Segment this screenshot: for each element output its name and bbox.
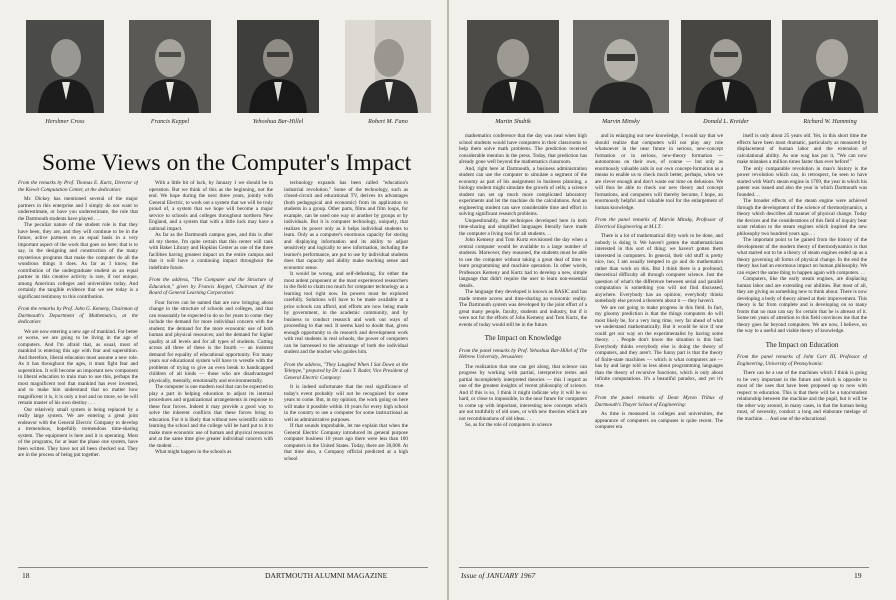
text-column-4 xyxy=(459,133,587,566)
issue-date: Issue of JANUARY 1967 xyxy=(461,571,536,580)
text-column-3 xyxy=(284,180,408,566)
portrait-image xyxy=(573,20,669,113)
paragraph: The realization that one can get along, that science can progress by working with partial, interpretive terms and partial incompletely interpreted theories — this I regard as one of the greatest insights of recent philosophy of science. And if this is so, I think it might indicate why it will be so hard, or close to impossible, in the near future for computers to come up with important, interesting new concepts which are not truthfully of old ones, or with new theories which are not recombinations of old ideas. . . xyxy=(459,363,587,422)
portrait-photo xyxy=(345,20,431,113)
portrait-image xyxy=(681,20,771,113)
portrait-image xyxy=(26,20,104,113)
paragraph: Computers, like the early steam engines, are displacing human labor and are extending our abilities. But most of all, they are giving us something new to think about. There is now developing a body of theory aimed at their improvement. This theory is far from complete and is developing on so many fronts that no man can say for certain that he is abreast of it. Some ten years of attention to this field convinces me that the theory goes far beyond computers. We are now, I believe, on the way to a useful and viable theory of knowledge. xyxy=(737,276,867,334)
speaker-attribution: From the panel remarks by Prof. Yehoshua Bar-Hillel of The Hebrew University, Jerusalem: xyxy=(459,347,587,360)
speaker-attribution: From the panel remarks of Marvin Minsky, Professor of Electrical Engineering at M.I.T.: xyxy=(595,217,723,230)
portrait-image xyxy=(129,20,211,113)
paragraph: As far as the Dartmouth campus goes, and this is after all my theme, I'm quite certain that this center will rank with Baker Library and Hopkins Center as one of the three facilities having greatest impact on the entire campus and that it will have a continuing impact throughout the indefinite future. xyxy=(149,232,273,271)
paragraph: The broader effects of the steam engine were achieved through the development of the science of thermodynamics, a theory which describes all manner of physical change. Today the devices and the considerations of this field of inquiry bear scant relation to the steam engines which inspired the new philosophy two hundred years ago. . . xyxy=(737,198,867,237)
magazine-name: DARTMOUTH ALUMNI MAGAZINE xyxy=(265,571,388,580)
portrait-image xyxy=(782,20,878,113)
portrait-image xyxy=(237,20,319,113)
paragraph: Our relatively small system is being replaced by a really large system. We are entering a great joint endeavor with the General Electric Company to develop a tremendous, hopefully tremendous time-sharing system. The equipment is here and it is operating. Most of the programs, for at least the phase one system, have been written. They have not all been checked out. They are in the process of being put together. xyxy=(18,406,138,458)
paragraph: John Kemeny and Tom Kurtz envisioned the day when a central computer would be available to a large number of students. Moreover, they reasoned, the students must be able to use the computer without taking a great deal of time to learn programming and machine operation. In other words, Professors Kemeny and Kurtz had to develop a new, simple language that didn't require the user to learn non-essential details. xyxy=(459,237,587,289)
portrait-photo xyxy=(129,20,211,113)
paragraph: mathematics conference that the day was near when high school students would have computers in their classrooms to help them solve math problems. The prediction received considerable mention in the press. Today, that prediction has already gone well beyond the mathematics classroom. xyxy=(459,133,587,165)
paragraph: There can be a use of the machines which I think is going to be very important in the future and which is opposite to most of the uses that have been proposed up to now with respect to education. This is that there will be a tutor/student relationship between the machine and the pupil, but it will be the other way around, in many cases, in that the human being must, of necessity, conduct a long and elaborate tutelage of the machine. . . And one of the educational xyxy=(737,370,867,422)
paragraph: The computer is one modern tool that can be expected to play a part in helping education to adjust its internal procedures and organizational arrangements in response to these four forces. Indeed it may provide a good way to solve the inherent conflicts that these forces bring to education. For it is likely that without new scientific aids to learning the school and the college will be hard put to it to make more economic use of human and physical resources and at the same time give greater individual concern with the student . . . xyxy=(149,384,273,449)
page-number-right: 19 xyxy=(854,571,862,580)
photo-caption: Yehoshua Bar-Hillel xyxy=(252,118,304,125)
portrait-photo xyxy=(467,20,559,113)
paragraph: technology expands has been called "education's industrial revolution." Some of the technology, such as closed-circuit and educational TV, derives its advantages (both pedagogical and economic) from its application to students in a group. Other parts, films and film loops, for example, can be used one way or another by groups or by individuals. But it is computer technology, uniquely, that realizes its power only as it helps individual students to learn. Only as a computer's enormous capacity for storing and displaying information and its ability to adjust sensitively and logically to new information, including the learner's performance, are put to use by individual students does that capacity and ability make teaching sense and economic sense. xyxy=(284,180,408,271)
footer-rule xyxy=(459,567,869,568)
photo-caption: Marvin Minsky xyxy=(602,118,640,125)
portrait-photo xyxy=(782,20,878,113)
paragraph: It is indeed unfortunate that the real significance of today's event probably will not be recognized for some years to come. But, in my opinion, the work going on here will make it possible within 10 years for every high school in the country to use a computer for some instructional as well as administrative purposes. xyxy=(284,384,408,423)
portrait-photo xyxy=(681,20,771,113)
paragraph: itself is only about 25 years old. Yet, in this short time the effects have been most dramatic, particularly as measured by displacement of human labor and the extension of calculational ability. As one wag has put it, "We can now make mistakes a million times faster than ever before!" xyxy=(737,133,867,165)
speaker-attribution: From the panel remarks of Dean Myron Tribus of Dartmouth's Thayer School of Engineering: xyxy=(595,395,723,408)
portrait-photo xyxy=(237,20,319,113)
paragraph: Unquestionably, the techniques developed here in both time-sharing and simplified languages literally have made the computer a living tool for all students. . . xyxy=(459,217,587,237)
photo-caption: Martin Shubik xyxy=(495,118,531,125)
text-column-5 xyxy=(595,133,723,566)
paragraph: We are not going to make progress in this field. In fact, my gloomy prediction is that the things computers do will most likely be, for a very long time, very far ahead of what we understand mathematically. But it would be nice if one could get our way on the experimentalist by having some theory. . . People don't know the situation is this bad. Everybody thinks everybody else is doing the theory of computers, and they aren't. The funny part is that the theory of finite-state machines — which is what computers are — has by and large told us less about programming languages than the theory of recursive functions, which is only about infinite computations. It's a beautiful paradox, and yet it's true. xyxy=(595,304,723,389)
photo-caption: Francis Keppel xyxy=(150,118,190,125)
page-number-left: 18 xyxy=(22,571,30,580)
paragraph: If that sounds improbable, let me explain that when the General Electric Company introduced its general purpose computer business 10 years ago there were less than 100 computers in the United States. Today, there are 30,000. At that time also, a Company official predicted at a high school xyxy=(284,423,408,462)
portrait-image xyxy=(467,20,559,113)
speaker-attribution: From the address, "They Laughed When I Sat Down at the Teletype," prepared by Dr. Louis T. Rader, Vice President of General Electric Company: xyxy=(284,361,408,381)
photo-caption: Richard W. Hamming xyxy=(803,118,857,125)
paragraph: The only comparable revolution in man's history is the power revolution which can, in retrospect, be seen to have started with Watt's steam engine in 1769, the year in which his patent was issued and also the year in which Dartmouth was founded. . . xyxy=(737,165,867,198)
text-column-1 xyxy=(18,180,138,566)
right-page xyxy=(449,0,896,600)
text-column-6 xyxy=(737,133,867,566)
paragraph: With a little bit of luck, by January 1 we should be in operation. But we think of this as the beginning, not the end. We hope during the next three years, jointly with General Electric, to work out a system that we will be truly proud of, a system that we hope will become a major service to schools and colleges throughout northern New England, and a system that with a little luck may have a national impact. xyxy=(149,180,273,232)
portrait-image xyxy=(345,20,431,113)
paragraph: So, as for the role of computers in science xyxy=(465,422,553,428)
paragraph: There is a lot of mathematical dirty work to be done, and nobody is doing it. We haven't gotten the mathematicians interested in this sort of thing; we haven't gotten them interested in computers. In general, their old stuff is pretty nice, too; I am usually tempted to go and do mathematics rather than work on this. But I think there is a profound, theoretical difficulty all through computer science. Just the question of what's the difference between serial and parallel computation is something you will not find discussed, anywhere. Everybody has an opinion; everybody thinks somebody else proved a theorem about it — they haven't. xyxy=(595,233,723,304)
paragraph: Mr. Dickey has mentioned several of the major partners in this enterprise and I simply do not want to underestimate, or have you underestimate, the role that the Dartmouth students have played . . . xyxy=(18,196,138,222)
footer-rule xyxy=(18,567,428,568)
paragraph: The peculiar nature of the student role is that they have been, they are, and they will continue to be in the future, active partners on an equal basis in a very important aspect of the work that goes on here; that is to say, in the designing and construction of the many mysterious programs that make the computer do all the wondrous things it does. As far as I know, the contribution of the undergraduate student as an equal partner in this creative activity is rare, if not unique, among American colleges and universities today. And certainly the tangible evidence that we see today is a significant testimony to this contribution. xyxy=(18,222,138,300)
paragraph: The language they developed is known as BASIC and has made remote access and time-sharing an economic reality. The Dartmouth system was developed by the joint effort of a great many people, faculty, students and industry, but if it were not for the efforts of John Kemeny and Tom Kurtz, the events of today would still be in the future. xyxy=(459,289,587,328)
portrait-photo xyxy=(26,20,104,113)
paragraph: And, right here at Dartmouth, a business administration student can use the computer to simulate a segment of the economy as part of his assignment in business planning, a biology student might simulate the growth of cells; a science student can set up much more complicated laboratory experiments and let the machine do the calculations. And an engineering student can save considerable time and effort in solving significant research problems. xyxy=(459,165,587,217)
article-title: Some Views on the Computer's Impact xyxy=(42,150,412,176)
section-heading: The Impact on Education xyxy=(765,340,839,349)
paragraph: It would be wrong, and self-defeating, for either the most ardent proponent or the most experienced researchers in the field to claim too much for computer technology as a learning tool right now. Its powers must be explored carefully. Solutions will have to be made available at a price schools can afford, and efforts are now being made by government, in the academic community, and by business to conduct research and work out ways of proceeding to that end. It seems hard to doubt that, given enough opportunity to do research and development work with real students in real schools, the power of computers can be harnessed to the advantage of both the individual student and the teacher who guides him. xyxy=(284,271,408,355)
text-column-2 xyxy=(149,180,273,566)
paragraph: Four forces can be named that are now bringing about change in the structure of schools and colleges, and that can reasonably be expected to do so for years to come: they include the demand for more individual concern with the student; the demand for the more economic use of both human and physical resources; and the demand for higher quality at all levels and for all types of students. Cutting across all three of these is the fourth — an insistent demand for equality of educational opportunity. For many years our educational system will have to wrestle with the problems of trying to give an even break to handicapped children of all kinds — those who are disadvantaged physically, mentally, emotionally and environmentally. xyxy=(149,299,273,384)
speaker-attribution: From the remarks by Prof. John G. Kemeny, Chairman of Dartmouth's Department of Mathematics, at the dedication: xyxy=(18,306,138,325)
section-heading: The Impact on Knowledge xyxy=(484,334,562,342)
photo-caption: Donald L. Kreider xyxy=(703,118,749,125)
paragraph: The important point to be gained from the history of the development of the modern theory of thermodynamics is that what started out to be a theory of steam engines ended up as a theory governing all forms of physical change. In the end the theory has had an enormous impact on human philosophy. We can expect the same thing to happen again with computers. . . xyxy=(737,237,867,276)
paragraph: As time is measured in colleges and universities, the appearance of computers on campuses is quite recent. The computer era xyxy=(595,411,723,430)
paragraph: We are now entering a new age of mankind. For better or worse, we are going to be living in the age of computers. And I'm afraid that, as usual, most of mankind is entering this age with fear and superstition. And therefore, liberal education must assume a new role. As it has throughout the ages, it must fight fear and superstition. It will become an important new component in liberal education to train man to use this, perhaps the most magnificent tool that mankind has ever invented, and to make him understand that no matter how magnificent it is, it is only a tool and no more, so he will remain master of his own destiny . . . xyxy=(18,328,138,406)
portrait-photo xyxy=(573,20,669,113)
paragraph: and in enlarging our new knowledge, I would say that we should realize that computers will not play any role whatsoever in the near future in serious, new-concept formation or in serious, new-theory formation — autonomous on their own, of course — but only as enormously valuable aids in our own concept-formation as a means to enable us to check much better, perhaps, when we are clever enough and don't waste our time on delusions. We will thus be able to check our new theory and concept formations, and computers will thereby become, I hope, an enormously helpful and valuable tool for the enlargement of human knowledge. xyxy=(595,133,723,211)
speaker-attribution: From the panel remarks of John Carr III, Professor of Engineering, University of Pennsylvania: xyxy=(737,354,867,367)
photo-caption: Hershner Cross xyxy=(45,118,85,125)
left-page xyxy=(0,0,447,600)
paragraph: What might happen in the schools as xyxy=(155,449,232,455)
speaker-attribution: From the remarks by Prof. Thomas E. Kurtz, Director of the Kiewit Computation Center, at the dedication: xyxy=(18,180,138,193)
speaker-attribution: From the address, "The Computer and the Structure of Education," given by Francis Keppel, Chairman of the Board of General Learning Corporation: xyxy=(149,277,273,296)
photo-caption: Robert M. Fano xyxy=(368,118,408,125)
